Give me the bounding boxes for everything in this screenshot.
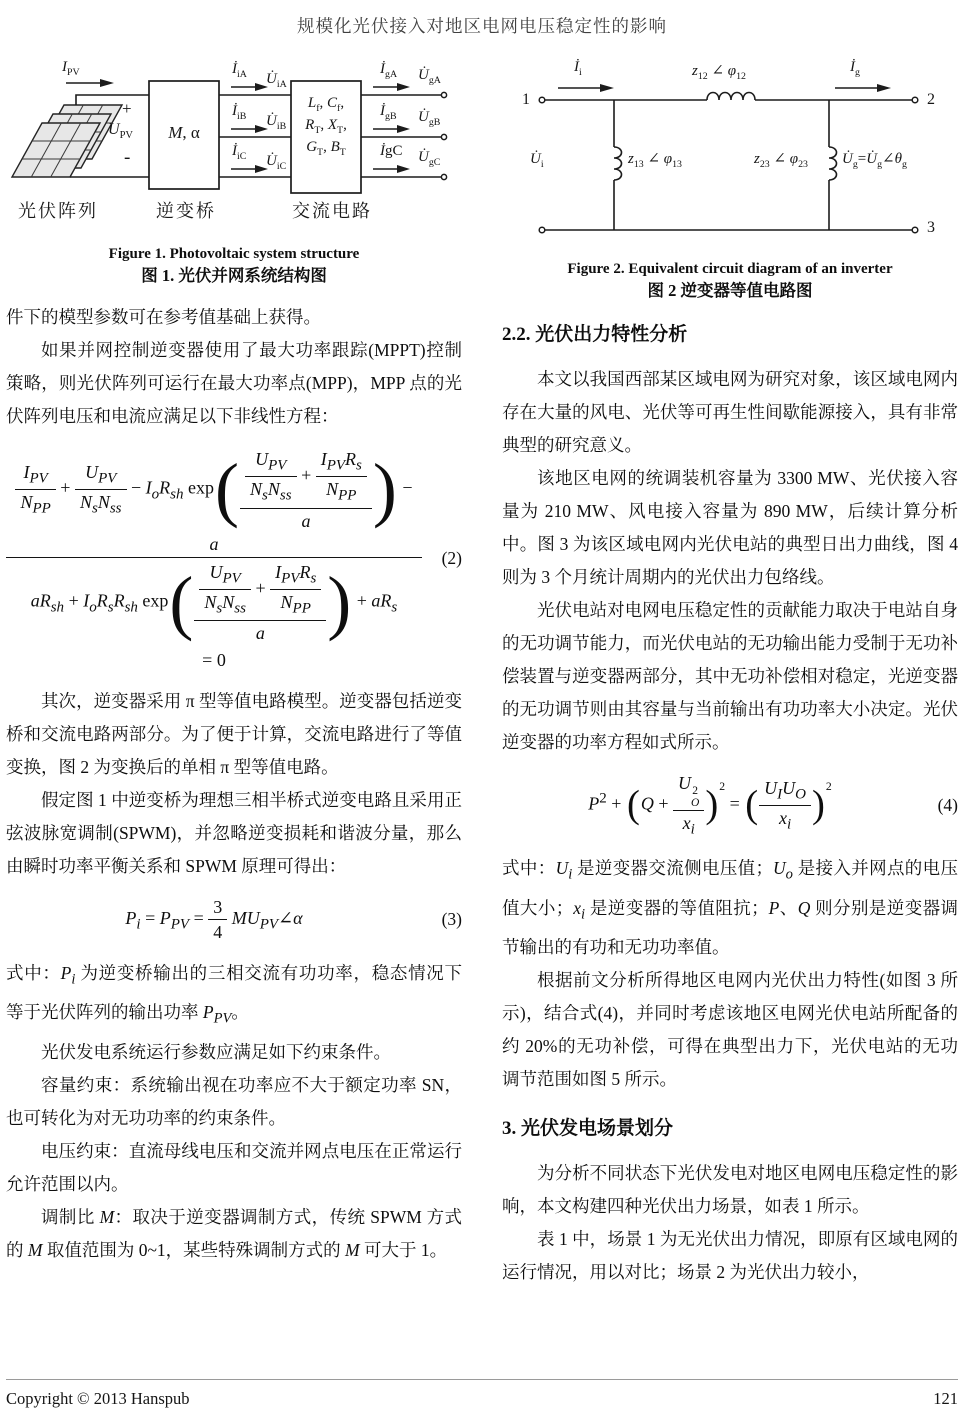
fig1-label-u-iA: $U̇_{iA}$ <box>266 71 287 90</box>
fig2-label-ig: $İ_g$ <box>850 59 860 78</box>
paragraph: 根据前文分析所得地区电网内光伏出力特性(如图 3 所示)，结合式(4)，并同时考虑该地区电网光伏电站所配备的约 20%的无功补偿，可得在典型出力下，光伏电站的无功调节范围如图 5 所示。 <box>502 970 958 1090</box>
fig2-arrows <box>558 84 891 92</box>
fig1-label-m-alpha: M, α <box>168 123 200 142</box>
figure1-diagram <box>6 55 462 235</box>
paragraph: 电压约束：直流母线电压和交流并网点电压在正常运行允许范围以内。 <box>6 1140 462 1194</box>
fig1-label-u-iB: $U̇_{iB}$ <box>266 113 287 132</box>
page-footer <box>6 1379 958 1409</box>
paragraph: 其次，逆变器采用 π 型等值电路模型。逆变器包括逆变桥和交流电路两部分。为了便于计算，交流电路进行了等值变换，图 2 为变换后的单相 π 型等值电路。 <box>6 690 462 777</box>
fig1-label-i-gB: $İ_{gB}$ <box>380 103 397 122</box>
equation-2-number: (2) <box>441 548 462 569</box>
fig2-label-node3: 3 <box>927 219 935 236</box>
left-column <box>6 55 462 1289</box>
equation-4-number: (4) <box>937 795 958 816</box>
equation-2-body: $I_{PV}$ $N_{PP}$ + $U_{PV}$ $N_sN_{ss}$ − $I_oR_{sh}$ exp( $U_{PV}$ $N_sN_{ss}$ + $I_{PV}R_s$ $N_{PP}$ a ) − a $aR_{sh} + I_oR_sR_{sh}$ exp( $U_{PV}$ $N_sN_{ss}$ + $I_{PV}R_s$ $N_{PP}$ a ) + $aR_s$ = 0 <box>6 445 422 673</box>
fig2-label-node2: 2 <box>927 91 935 108</box>
fig2-label-ug: $U̇_g=U̇_g\angle\theta_g$ <box>842 151 907 170</box>
fig1-label-u-gA: $U̇_{gA}$ <box>418 67 441 86</box>
figure2-caption <box>502 258 958 302</box>
equation-3-number: (3) <box>441 909 462 930</box>
equation-4-body: $P^2 + (Q$ + U 2 O $x_i$ )$^2$ = ( $U_IU_O$ $x_i$ )$^2$ <box>502 771 918 840</box>
page-number: 121 <box>933 1389 958 1408</box>
fig1-label-box2-line1: $L_f$, $C_f$, <box>307 95 345 114</box>
fig1-label-i-iC: $İ_{iC}$ <box>232 143 247 162</box>
page-title: 规模化光伏接入对地区电网电压稳定性的影响 <box>297 16 667 36</box>
fig1-label-box2-line3: $G_T$, $B_T$ <box>306 139 346 158</box>
pv-array-icon <box>12 105 122 177</box>
fig1-label-plus: + <box>122 99 132 118</box>
fig1-label-upv: $U_{PV}$ <box>108 121 134 142</box>
paragraph: 表 1 中，场景 1 为无光伏出力情况，即原有区域电网的运行情况，用以对比；场景 2 为光伏出力较小， <box>502 1229 958 1283</box>
paragraph: 光伏发电系统运行参数应满足如下约束条件。 <box>41 1041 391 1062</box>
paragraph: 假定图 1 中逆变桥为理想三相半桥式逆变电路且采用正弦波脉宽调制(SPWM)，并忽略逆变损耗和谐波分量，那么由瞬时功率平衡关系和 SPWM 原理可得出： <box>6 789 462 876</box>
fig2-label-z13: $z_{13}$ ∠ $\varphi_{13}$ <box>628 151 682 170</box>
section-heading-2-2: 2.2. 光伏出力特性分析 <box>502 324 688 345</box>
fig2-label-node1: 1 <box>522 91 530 108</box>
figure1-caption <box>6 243 462 287</box>
paragraph: 容量约束：系统输出视在功率应不大于额定功率 SN，也可转化为对无功功率的约束条件。 <box>6 1074 462 1128</box>
equation-3-body: $P_i = P_{PV}$ = $\frac{3}{4}$ $MU_{PV}\angle\alpha$ <box>6 895 422 945</box>
fig1-label-ipv: $I_{PV}$ <box>62 59 80 78</box>
paragraph: 光伏电站对电网电压稳定性的贡献能力取决于电站自身的无功调节能力，而光伏电站的无功输出能力受制于无功补偿装置与逆变器两部分，其中无功补偿相对稳定，光逆变器的无功调节则由其容量与当前输出有功功率大小决定。光伏逆变器的功率方程如式所示。 <box>502 600 958 752</box>
right-column <box>502 55 958 1289</box>
fig1-label-u-iC: $U̇_{iC}$ <box>266 153 287 172</box>
figure1-caption-zh: 图 1. 光伏并网系统结构图 <box>141 266 327 285</box>
fig1-label-i-gA: $İ_{gA}$ <box>380 61 398 80</box>
equation-3 <box>6 895 462 945</box>
fig2-label-z12: $z_{12}$ ∠ $\varphi_{12}$ <box>692 63 746 82</box>
paragraph: 本文以我国西部某区域电网为研究对象，该区域电网内存在大量的风电、光伏等可再生性间歇能源接入，具有非常典型的研究意义。 <box>502 369 958 455</box>
section-heading-3: 3. 光伏发电场景划分 <box>502 1118 674 1140</box>
fig1-label-pv-array: 光伏阵列 <box>18 201 98 221</box>
fig1-label-box2-line2: $R_T$, $X_T$, <box>305 117 347 136</box>
paragraph: 如果并网控制逆变器使用了最大功率跟踪(MPPT)控制策略，则光伏阵列可运行在最大功率点(MPP)，MPP 点的光伏阵列电压和电流应满足以下非线性方程： <box>6 340 462 426</box>
paragraph: 式中：$P_i$ 为逆变桥输出的三相交流有功功率，稳态情况下等于光伏阵列的输出功率 $P_{PV}$。 <box>6 962 463 1027</box>
figure2-caption-en: Figure 2. Equivalent circuit diagram of an inverter <box>567 261 893 277</box>
paragraph: 调制比 M：取决于逆变器调制方式，传统 SPWM 方式的 M 取值范围为 0~1，某些特殊调制方式的 M 可大于 1。 <box>6 1206 463 1260</box>
paragraph: 该地区电网的统调装机容量为 3300 MW、光伏接入容量为 210 MW、风电接入容量为 890 MW，后续计算分析中。图 3 为该区域电网内光伏电站的典型日出力曲线，图 4 则为 3 个月统计周期内的光伏出力包络线。 <box>502 468 958 587</box>
equation-2 <box>6 445 462 673</box>
fig1-label-i-iB: $İ_{iB}$ <box>232 103 247 122</box>
fig1-label-u-gB: $U̇_{gB}$ <box>418 109 441 128</box>
fig1-label-u-gC: $U̇_{gC}$ <box>418 149 441 168</box>
fig1-label-ac-circuit: 交流电路 <box>292 201 372 221</box>
fig2-label-z23: $z_{23}$ ∠ $\varphi_{23}$ <box>754 151 808 170</box>
paragraph: 为分析不同状态下光伏发电对地区电网电压稳定性的影响，本文构建四种光伏出力场景，如表 1 所示。 <box>502 1163 958 1217</box>
equation-4 <box>502 771 958 840</box>
fig1-label-minus: - <box>124 147 131 168</box>
fig1-label-i-gC: İgC <box>380 143 403 159</box>
fig2-label-ui: $U̇_i$ <box>530 151 544 170</box>
figure1-caption-en: Figure 1. Photovoltaic system structure <box>108 246 360 262</box>
figure2-caption-zh: 图 2 逆变器等值电路图 <box>647 281 813 300</box>
figure2-diagram <box>502 55 958 250</box>
paragraph: 件下的模型参数可在参考值基础上获得。 <box>6 307 321 327</box>
two-column-layout <box>6 55 958 1289</box>
fig1-label-inverter-bridge: 逆变桥 <box>156 201 216 221</box>
copyright-text: Copyright © 2013 Hanspub <box>6 1389 190 1408</box>
fig2-label-ii: $İ_i$ <box>574 59 582 78</box>
fig1-label-i-iA: $İ_{iA}$ <box>232 61 247 80</box>
paragraph: 式中：$U_i$ 是逆变器交流侧电压值；$U_o$ 是接入并网点的电压值大小；$x_i$ 是逆变器的等值阻抗；P、Q 则分别是逆变器调节输出的有功和无功功率值。 <box>502 858 959 958</box>
